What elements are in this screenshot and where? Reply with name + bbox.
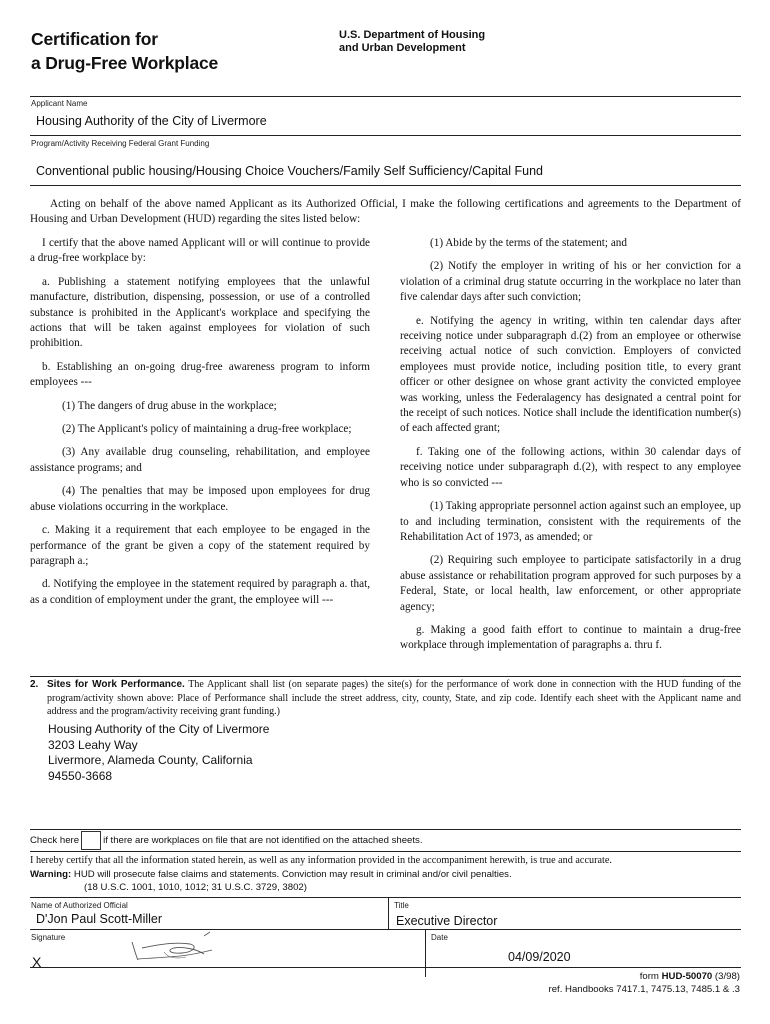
- intro-paragraph: Acting on behalf of the above named Applicant as its Authorized Official, I make the following certifications and agreements to the Department of Housing and Urban Development (HUD) regarding the sites listed below:: [30, 198, 741, 226]
- footer-divider: [30, 967, 741, 968]
- form-title: [31, 27, 331, 75]
- left-para: a. Publishing a statement notifying employees that the unlawful manufacture, distribution, dispensing, possession, or use of a controlled substance is prohibited in the Applicant's workplace and specifying the actions that will be taken against employees for violation of such prohibition.: [30, 275, 370, 350]
- warning-label: Warning:: [30, 869, 72, 880]
- date-label: Date: [431, 933, 448, 942]
- applicant-label: Applicant Name: [31, 99, 88, 108]
- section2-number: 2.: [30, 679, 39, 690]
- warning-text: HUD will prosecute false claims and statements. Conviction may result in criminal and/or civil penalties.: [71, 869, 512, 880]
- form-title-line1: Certification for: [31, 29, 158, 49]
- agency-name: [339, 29, 485, 55]
- right-para: g. Making a good faith effort to continue to maintain a drug-free workplace through implementation of paragraphs a. thru f.: [400, 623, 741, 652]
- section2-heading: Sites for Work Performance.: [47, 679, 185, 690]
- date-divider-vertical: [425, 929, 426, 977]
- form-date: (3/98): [712, 971, 740, 982]
- site-address-line: Housing Authority of the City of Livermore: [48, 722, 270, 736]
- left-para: c. Making it a requirement that each employee to be engaged in the performance of the grant be given a copy of the statement required by paragraph a.;: [30, 524, 370, 567]
- section2-divider: [30, 676, 741, 677]
- site-address-line: Livermore, Alameda County, California: [48, 753, 253, 767]
- right-column: [400, 236, 741, 662]
- applicant-field[interactable]: Housing Authority of the City of Livermore: [36, 114, 267, 128]
- right-para: (1) Taking appropriate personnel action against such an employee, up to and including termination, consistent with the requirements of the Rehabilitation Act of 1973, as amended; or: [400, 500, 741, 543]
- official-title-field[interactable]: Executive Director: [396, 914, 498, 928]
- left-para: I certify that the above named Applicant will or will continue to provide a drug-free workplace by:: [30, 237, 370, 265]
- program-label: Program/Activity Receiving Federal Grant Funding: [31, 139, 210, 148]
- check-row: [30, 831, 423, 850]
- check-label-before: Check here: [30, 835, 80, 846]
- form-prefix: form: [639, 971, 662, 982]
- site-address[interactable]: [48, 722, 269, 784]
- left-column: [30, 236, 370, 616]
- form-references: ref. Handbooks 7417.1, 7475.13, 7485.1 & .3: [548, 983, 740, 995]
- certify-divider: [30, 851, 741, 852]
- left-para: (1) The dangers of drug abuse in the workplace;: [62, 399, 277, 412]
- form-footer: [549, 971, 741, 996]
- signature-label: Signature: [31, 933, 66, 942]
- site-address-line: 94550-3668: [48, 768, 113, 783]
- official-name-label: Name of Authorized Official: [31, 901, 128, 910]
- left-para: (4) The penalties that may be imposed upon employees for drug abuse violations occurring in the workplace.: [30, 485, 370, 513]
- check-top-divider: [30, 829, 741, 830]
- warning-block: [30, 869, 512, 894]
- workplaces-on-file-checkbox[interactable]: [81, 831, 101, 850]
- handwritten-signature[interactable]: [120, 928, 230, 970]
- left-para: (3) Any available drug counseling, rehabilitation, and employee assistance programs; and: [30, 446, 370, 474]
- official-top-divider: [30, 897, 741, 898]
- right-para: (2) Requiring such employee to participate satisfactorily in a drug abuse assistance or rehabilitation program approved for such purposes by a Federal, State, or local health, law enforcement, or other appropriate agency;: [400, 554, 741, 613]
- applicant-divider: [30, 135, 741, 136]
- agency-line2: and Urban Development: [339, 42, 466, 54]
- header-divider: [30, 96, 741, 97]
- right-para: f. Taking one of the following actions, within 30 calendar days of receiving notice under subparagraph d.(2), with respect to any employee who is so convicted ---: [400, 445, 741, 489]
- agency-line1: U.S. Department of Housing: [339, 29, 486, 41]
- right-para: (1) Abide by the terms of the statement; and: [430, 237, 627, 249]
- left-para: d. Notifying the employee in the statement required by paragraph a. that, as a condition of employment under the grant, the employee will ---: [30, 578, 370, 606]
- right-para: e. Notifying the agency in writing, within ten calendar days after receiving notice under subparagraph d.(2) from an employee or otherwise receiving actual notice of such conviction. Employers of convicted employees must provide notice, including position title, to every grant officer or other designee on whose grant activity the convicted employee was working, unless the Federalagency has designated a central point for the receipt of such notices. Notice shall include the identification number(s) of each affected grant;: [400, 314, 741, 435]
- form-number: HUD-50070: [661, 971, 713, 982]
- section2-block: [30, 678, 741, 719]
- section2-text: The Applicant shall list (on separate pages) the site(s) for the performance of work done in connection with the HUD funding of the program/activity shown above: Place of Performance shall include the street address, city, county, State, and zip code. Identify each sheet with the Applicant name and address and the program/activity receiving grant funding.): [47, 679, 741, 717]
- check-label-after: if there are workplaces on file that are not identified on the attached sheets.: [103, 835, 423, 846]
- program-divider: [30, 185, 741, 186]
- program-field[interactable]: Conventional public housing/Housing Choice Vouchers/Family Self Sufficiency/Capital Fund: [36, 164, 543, 178]
- official-divider-vertical: [388, 897, 389, 930]
- form-title-line2: a Drug-Free Workplace: [31, 53, 219, 73]
- official-title-label: Title: [394, 901, 409, 910]
- left-para: (2) The Applicant's policy of maintaining a drug-free workplace;: [62, 423, 352, 436]
- signature-mark: X: [32, 954, 42, 970]
- right-para: (2) Notify the employer in writing of his or her conviction for a violation of a criminal drug statute occurring in the workplace no later than five calendar days after such conviction;: [400, 260, 741, 304]
- left-para: b. Establishing an on-going drug-free awareness program to inform employees ---: [30, 360, 370, 389]
- date-field[interactable]: 04/09/2020: [508, 950, 571, 964]
- official-name-field[interactable]: D'Jon Paul Scott-Miller: [36, 912, 163, 926]
- certify-statement: I hereby certify that all the information stated herein, as well as any information provided in the accompaniment herewith, is true and accurate.: [30, 855, 612, 866]
- warning-citation: (18 U.S.C. 1001, 1010, 1012; 31 U.S.C. 3729, 3802): [84, 881, 307, 893]
- site-address-line: 3203 Leahy Way: [48, 737, 138, 752]
